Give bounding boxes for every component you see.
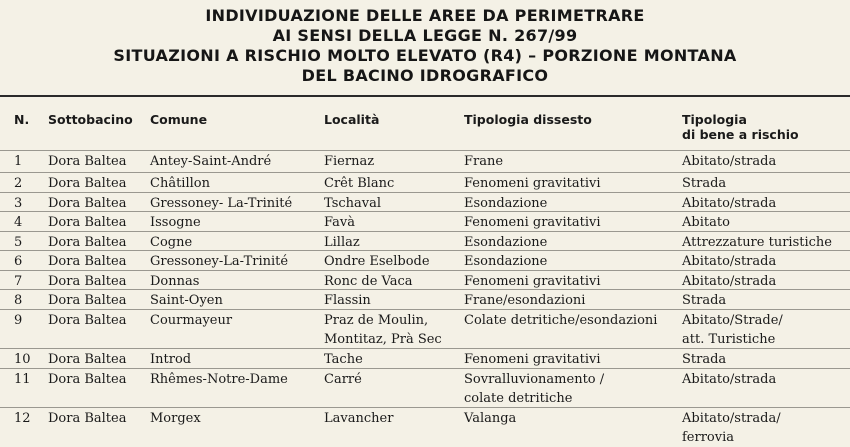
cell-text: Dora Baltea bbox=[48, 235, 127, 250]
cell-text: Fenomeni gravitativi bbox=[464, 215, 601, 230]
header-localita: Località bbox=[324, 112, 380, 127]
title-line: INDIVIDUAZIONE DELLE AREE DA PERIMETRARE bbox=[205, 6, 645, 25]
cell-text: 1 bbox=[14, 154, 23, 169]
cell-n bbox=[14, 252, 22, 271]
cell-text: Dora Baltea bbox=[48, 176, 127, 191]
cell-bene bbox=[682, 409, 781, 447]
cell-text: Issogne bbox=[150, 215, 201, 230]
cell-text: 8 bbox=[14, 293, 23, 308]
cell-bene bbox=[682, 311, 783, 349]
cell-text: Gressoney- La-Trinité bbox=[150, 196, 293, 211]
header-sottobacino: Sottobacino bbox=[48, 112, 133, 127]
cell-n bbox=[14, 174, 22, 193]
document-title bbox=[0, 6, 850, 86]
cell-localita bbox=[324, 370, 362, 389]
cell-text: Donnas bbox=[150, 274, 200, 289]
cell-text: Esondazione bbox=[464, 196, 548, 211]
cell-localita bbox=[324, 152, 374, 171]
cell-localita bbox=[324, 252, 430, 271]
cell-text: Dora Baltea bbox=[48, 352, 127, 367]
cell-text: Strada bbox=[682, 352, 727, 367]
cell-text: Lavancher bbox=[324, 411, 394, 426]
cell-text: 11 bbox=[14, 372, 31, 387]
cell-text: Carré bbox=[324, 372, 362, 387]
cell-localita bbox=[324, 350, 363, 369]
cell-dissesto bbox=[464, 409, 516, 428]
cell-text: Strada bbox=[682, 293, 727, 308]
header-tipologia-bene-line1: Tipologia bbox=[682, 112, 747, 127]
cell-sottobacino bbox=[48, 311, 126, 330]
cell-text: Ronc de Vaca bbox=[324, 274, 413, 289]
cell-text: Morgex bbox=[150, 411, 201, 426]
row-divider bbox=[0, 309, 850, 310]
cell-text: Montitaz, Prà Sec bbox=[324, 332, 442, 347]
cell-bene bbox=[682, 152, 776, 171]
header-comune: Comune bbox=[150, 112, 208, 127]
cell-bene bbox=[682, 213, 730, 232]
cell-text: Dora Baltea bbox=[48, 293, 127, 308]
cell-sottobacino bbox=[48, 409, 126, 428]
cell-n bbox=[14, 409, 31, 428]
cell-text: Valanga bbox=[464, 411, 517, 426]
cell-sottobacino bbox=[48, 370, 126, 389]
title-divider bbox=[0, 95, 850, 97]
cell-comune bbox=[150, 291, 223, 310]
cell-text: Dora Baltea bbox=[48, 254, 127, 269]
cell-text: Tache bbox=[324, 352, 363, 367]
cell-dissesto bbox=[464, 291, 585, 310]
row-divider bbox=[0, 270, 850, 271]
cell-sottobacino bbox=[48, 252, 126, 271]
cell-text: Rhêmes-Notre-Dame bbox=[150, 372, 288, 387]
header-tipologia-dissesto: Tipologia dissesto bbox=[464, 112, 592, 127]
cell-n bbox=[14, 152, 22, 171]
cell-text: Flassin bbox=[324, 293, 371, 308]
cell-comune bbox=[150, 213, 201, 232]
cell-text: Praz de Moulin, bbox=[324, 313, 429, 328]
cell-bene bbox=[682, 174, 726, 193]
cell-sottobacino bbox=[48, 350, 126, 369]
cell-text: Tschaval bbox=[324, 196, 382, 211]
cell-dissesto bbox=[464, 311, 657, 330]
row-divider bbox=[0, 172, 850, 173]
cell-text: Abitato bbox=[682, 215, 730, 230]
cell-text: Abitato/strada bbox=[682, 196, 777, 211]
cell-text: ferrovia bbox=[682, 430, 735, 445]
cell-text: 10 bbox=[14, 352, 31, 367]
cell-text: Courmayeur bbox=[150, 313, 233, 328]
row-divider bbox=[0, 211, 850, 212]
cell-text: Dora Baltea bbox=[48, 274, 127, 289]
cell-text: Dora Baltea bbox=[48, 313, 127, 328]
cell-text: Châtillon bbox=[150, 176, 210, 191]
cell-text: Attrezzature turistiche bbox=[682, 235, 832, 250]
cell-text: 3 bbox=[14, 196, 23, 211]
cell-comune bbox=[150, 174, 210, 193]
cell-text: Colate detritiche/esondazioni bbox=[464, 313, 658, 328]
cell-text: Frane bbox=[464, 154, 504, 169]
header-tipologia-bene bbox=[682, 112, 799, 142]
cell-text: Abitato/strada bbox=[682, 372, 777, 387]
cell-text: 4 bbox=[14, 215, 23, 230]
row-divider bbox=[0, 192, 850, 193]
cell-comune bbox=[150, 350, 191, 369]
cell-sottobacino bbox=[48, 174, 126, 193]
cell-comune bbox=[150, 152, 271, 171]
cell-dissesto bbox=[464, 213, 601, 232]
cell-text: Crêt Blanc bbox=[324, 176, 395, 191]
cell-text: att. Turistiche bbox=[682, 332, 776, 347]
cell-text: Abitato/strada bbox=[682, 274, 777, 289]
cell-localita bbox=[324, 409, 393, 428]
cell-text: Dora Baltea bbox=[48, 215, 127, 230]
cell-dissesto bbox=[464, 370, 604, 408]
cell-text: colate detritiche bbox=[464, 391, 573, 406]
cell-sottobacino bbox=[48, 213, 126, 232]
cell-text: Dora Baltea bbox=[48, 154, 127, 169]
row-divider bbox=[0, 150, 850, 151]
cell-comune bbox=[150, 409, 201, 428]
cell-dissesto bbox=[464, 152, 503, 171]
title-line: SITUAZIONI A RISCHIO MOLTO ELEVATO (R4) – PORZIONE MONTANA bbox=[113, 46, 737, 65]
row-divider bbox=[0, 368, 850, 369]
cell-text: Lillaz bbox=[324, 235, 360, 250]
cell-dissesto bbox=[464, 350, 601, 369]
title-line: AI SENSI DELLA LEGGE N. 267/99 bbox=[272, 26, 578, 45]
cell-text: Esondazione bbox=[464, 254, 548, 269]
cell-text: Favà bbox=[324, 215, 355, 230]
cell-text: Saint-Oyen bbox=[150, 293, 223, 308]
cell-text: 7 bbox=[14, 274, 23, 289]
cell-n bbox=[14, 370, 31, 389]
cell-text: Sovralluvionamento / bbox=[464, 372, 605, 387]
cell-text: Dora Baltea bbox=[48, 411, 127, 426]
cell-n bbox=[14, 350, 31, 369]
cell-text: 5 bbox=[14, 235, 23, 250]
cell-comune bbox=[150, 311, 232, 330]
cell-text: Introd bbox=[150, 352, 192, 367]
cell-n bbox=[14, 311, 22, 330]
title-line: DEL BACINO IDROGRAFICO bbox=[301, 66, 549, 85]
row-divider bbox=[0, 407, 850, 408]
row-divider bbox=[0, 289, 850, 290]
cell-text: 6 bbox=[14, 254, 23, 269]
cell-dissesto bbox=[464, 252, 547, 271]
cell-dissesto bbox=[464, 174, 601, 193]
cell-n bbox=[14, 213, 22, 232]
cell-sottobacino bbox=[48, 152, 126, 171]
cell-text: Dora Baltea bbox=[48, 196, 127, 211]
cell-bene bbox=[682, 370, 776, 389]
cell-text: Fiernaz bbox=[324, 154, 375, 169]
cell-text: Fenomeni gravitativi bbox=[464, 274, 601, 289]
cell-comune bbox=[150, 370, 288, 389]
cell-text: Abitato/Strade/ bbox=[682, 313, 783, 328]
cell-text: Dora Baltea bbox=[48, 372, 127, 387]
cell-text: Strada bbox=[682, 176, 727, 191]
cell-localita bbox=[324, 213, 355, 232]
row-divider bbox=[0, 250, 850, 251]
cell-text: Abitato/strada bbox=[682, 254, 777, 269]
cell-text: Frane/esondazioni bbox=[464, 293, 586, 308]
header-tipologia-bene-line2: di bene a rischio bbox=[682, 127, 799, 142]
cell-bene bbox=[682, 252, 776, 271]
cell-sottobacino bbox=[48, 291, 126, 310]
cell-text: Fenomeni gravitativi bbox=[464, 352, 601, 367]
cell-text: Gressoney-La-Trinité bbox=[150, 254, 289, 269]
row-divider bbox=[0, 348, 850, 349]
cell-localita bbox=[324, 291, 371, 310]
cell-bene bbox=[682, 291, 726, 310]
cell-text: 9 bbox=[14, 313, 23, 328]
cell-text: Antey-Saint-André bbox=[150, 154, 272, 169]
cell-text: 12 bbox=[14, 411, 31, 426]
header-n: N. bbox=[14, 112, 30, 127]
row-divider bbox=[0, 231, 850, 232]
cell-text: 2 bbox=[14, 176, 23, 191]
cell-text: Fenomeni gravitativi bbox=[464, 176, 601, 191]
cell-n bbox=[14, 291, 22, 310]
cell-comune bbox=[150, 252, 288, 271]
cell-text: Abitato/strada/ bbox=[682, 411, 781, 426]
cell-text: Ondre Eselbode bbox=[324, 254, 430, 269]
cell-text: Esondazione bbox=[464, 235, 548, 250]
cell-localita bbox=[324, 174, 394, 193]
cell-text: Abitato/strada bbox=[682, 154, 777, 169]
cell-text: Cogne bbox=[150, 235, 193, 250]
cell-localita bbox=[324, 311, 442, 349]
cell-bene bbox=[682, 350, 726, 369]
